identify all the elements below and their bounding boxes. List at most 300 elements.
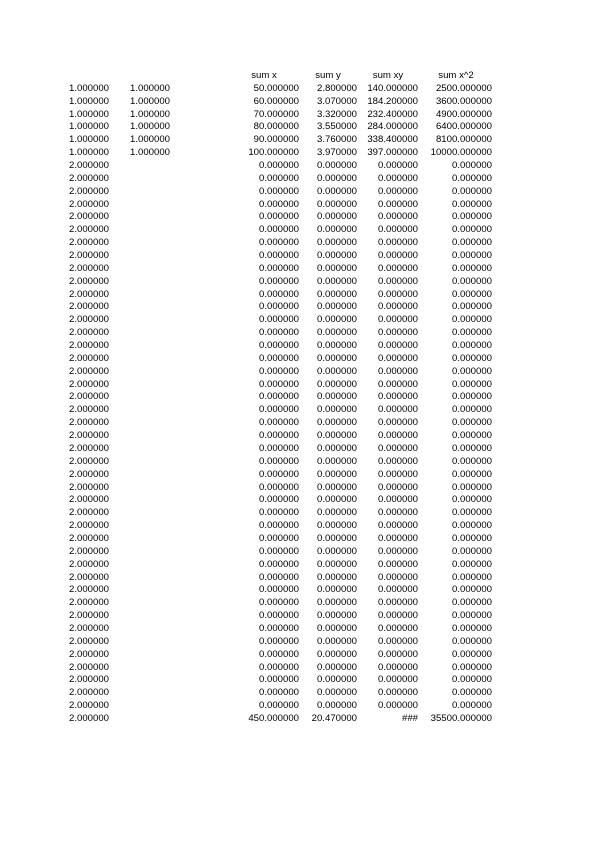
table-row <box>0 109 599 122</box>
cell-sum-x: 0.000000 <box>258 275 299 287</box>
cell-sum-xy: 0.000000 <box>377 481 418 493</box>
cell-col-a: 2.000000 <box>69 250 110 262</box>
cell-sum-x: 0.000000 <box>258 610 299 622</box>
cell-col-a: 2.000000 <box>69 301 110 313</box>
cell-sum-x: 0.000000 <box>258 468 299 480</box>
cell-sum-x2: 0.000000 <box>451 558 492 570</box>
cell-sum-y: 2.800000 <box>316 82 357 94</box>
table-row <box>0 237 599 250</box>
cell-col-b: 1.000000 <box>130 108 171 120</box>
cell-sum-x2: 0.000000 <box>451 545 492 557</box>
cell-sum-xy: 0.000000 <box>377 327 418 339</box>
table-row <box>0 713 599 726</box>
cell-col-b: 1.000000 <box>130 95 171 107</box>
table-row <box>0 649 599 662</box>
cell-sum-x2: 0.000000 <box>451 224 492 236</box>
cell-col-a: 2.000000 <box>69 520 110 532</box>
cell-sum-x2: 10000.000000 <box>430 147 492 159</box>
cell-sum-x2: 35500.000000 <box>430 712 492 724</box>
cell-col-a: 2.000000 <box>69 532 110 544</box>
cell-col-a: 1.000000 <box>69 95 110 107</box>
cell-sum-x2: 4900.000000 <box>435 108 492 120</box>
cell-sum-y: 3.320000 <box>316 108 357 120</box>
cell-sum-x: 0.000000 <box>258 494 299 506</box>
cell-sum-y: 0.000000 <box>316 584 357 596</box>
cell-col-a: 2.000000 <box>69 198 110 210</box>
cell-col-a: 2.000000 <box>69 185 110 197</box>
cell-sum-x: 50.000000 <box>253 82 299 94</box>
cell-sum-xy: 0.000000 <box>377 545 418 557</box>
cell-sum-y: 0.000000 <box>316 674 357 686</box>
cell-sum-y: 0.000000 <box>316 532 357 544</box>
cell-sum-x2: 0.000000 <box>451 301 492 313</box>
cell-sum-x: 0.000000 <box>258 301 299 313</box>
cell-sum-y: 0.000000 <box>316 391 357 403</box>
cell-sum-y: 0.000000 <box>316 237 357 249</box>
cell-sum-y: 0.000000 <box>316 417 357 429</box>
cell-sum-y: 0.000000 <box>316 288 357 300</box>
cell-col-a: 2.000000 <box>69 288 110 300</box>
table-row <box>0 186 599 199</box>
cell-sum-x: 90.000000 <box>253 134 299 146</box>
cell-sum-y: 0.000000 <box>316 481 357 493</box>
cell-sum-x2: 8100.000000 <box>435 134 492 146</box>
cell-sum-y: 0.000000 <box>316 648 357 660</box>
cell-col-b: 1.000000 <box>130 82 171 94</box>
cell-sum-xy: 0.000000 <box>377 597 418 609</box>
cell-sum-x2: 0.000000 <box>451 160 492 172</box>
cell-col-a: 2.000000 <box>69 571 110 583</box>
cell-col-a: 2.000000 <box>69 417 110 429</box>
cell-sum-xy: 0.000000 <box>377 340 418 352</box>
cell-sum-x2: 0.000000 <box>451 288 492 300</box>
cell-sum-xy: 0.000000 <box>377 700 418 712</box>
cell-sum-x: 0.000000 <box>258 327 299 339</box>
cell-col-a: 2.000000 <box>69 635 110 647</box>
table-row <box>0 443 599 456</box>
cell-col-a: 2.000000 <box>69 430 110 442</box>
table-row <box>0 263 599 276</box>
cell-sum-y: 0.000000 <box>316 211 357 223</box>
cell-sum-xy: 0.000000 <box>377 455 418 467</box>
cell-sum-x: 0.000000 <box>258 288 299 300</box>
table-row <box>0 160 599 173</box>
cell-sum-y: 0.000000 <box>316 610 357 622</box>
cell-sum-y: 0.000000 <box>316 494 357 506</box>
cell-sum-x2: 0.000000 <box>451 417 492 429</box>
cell-col-a: 1.000000 <box>69 108 110 120</box>
cell-sum-x2: 0.000000 <box>451 610 492 622</box>
cell-sum-x: 100.000000 <box>248 147 299 159</box>
header-sum-x2: sum x^2 <box>438 70 474 81</box>
header-sum-y: sum y <box>315 70 341 81</box>
table-row <box>0 572 599 585</box>
cell-col-a: 1.000000 <box>69 134 110 146</box>
cell-sum-y: 0.000000 <box>316 520 357 532</box>
header-row <box>0 70 599 83</box>
cell-sum-xy: 0.000000 <box>377 224 418 236</box>
table-row <box>0 96 599 109</box>
cell-sum-xy: ### <box>401 712 418 724</box>
table-row <box>0 353 599 366</box>
table-row <box>0 494 599 507</box>
cell-sum-x: 0.000000 <box>258 545 299 557</box>
cell-sum-y: 3.550000 <box>316 121 357 133</box>
cell-sum-xy: 0.000000 <box>377 237 418 249</box>
cell-sum-x: 0.000000 <box>258 262 299 274</box>
cell-sum-x2: 0.000000 <box>451 378 492 390</box>
cell-sum-y: 0.000000 <box>316 468 357 480</box>
cell-sum-x: 0.000000 <box>258 352 299 364</box>
cell-col-a: 2.000000 <box>69 314 110 326</box>
cell-sum-x2: 0.000000 <box>451 365 492 377</box>
cell-sum-xy: 0.000000 <box>377 160 418 172</box>
cell-sum-x: 0.000000 <box>258 340 299 352</box>
cell-sum-xy: 0.000000 <box>377 622 418 634</box>
cell-sum-xy: 0.000000 <box>377 417 418 429</box>
cell-sum-y: 20.470000 <box>311 712 357 724</box>
table-row <box>0 121 599 134</box>
cell-sum-x2: 3600.000000 <box>435 95 492 107</box>
cell-sum-x: 0.000000 <box>258 160 299 172</box>
cell-sum-x: 0.000000 <box>258 622 299 634</box>
cell-sum-x: 0.000000 <box>258 417 299 429</box>
cell-sum-x2: 0.000000 <box>451 250 492 262</box>
cell-sum-x: 80.000000 <box>253 121 299 133</box>
cell-sum-x: 0.000000 <box>258 558 299 570</box>
cell-sum-x: 0.000000 <box>258 507 299 519</box>
cell-sum-y: 0.000000 <box>316 507 357 519</box>
table-row <box>0 301 599 314</box>
table-row <box>0 391 599 404</box>
cell-sum-y: 0.000000 <box>316 160 357 172</box>
cell-sum-x2: 0.000000 <box>451 455 492 467</box>
table-row <box>0 173 599 186</box>
cell-sum-x: 0.000000 <box>258 172 299 184</box>
cell-sum-xy: 0.000000 <box>377 301 418 313</box>
cell-sum-x2: 0.000000 <box>451 442 492 454</box>
table-row <box>0 610 599 623</box>
cell-sum-x: 0.000000 <box>258 198 299 210</box>
cell-sum-xy: 0.000000 <box>377 610 418 622</box>
cell-sum-y: 0.000000 <box>316 635 357 647</box>
cell-sum-x2: 0.000000 <box>451 571 492 583</box>
cell-sum-x: 0.000000 <box>258 185 299 197</box>
cell-sum-x2: 0.000000 <box>451 404 492 416</box>
cell-col-a: 2.000000 <box>69 468 110 480</box>
table-row <box>0 417 599 430</box>
cell-sum-y: 0.000000 <box>316 545 357 557</box>
cell-col-a: 2.000000 <box>69 160 110 172</box>
table-row <box>0 674 599 687</box>
cell-sum-y: 0.000000 <box>316 661 357 673</box>
cell-sum-xy: 0.000000 <box>377 571 418 583</box>
cell-sum-xy: 0.000000 <box>377 430 418 442</box>
cell-sum-x: 0.000000 <box>258 404 299 416</box>
cell-sum-x: 0.000000 <box>258 520 299 532</box>
cell-sum-xy: 0.000000 <box>377 635 418 647</box>
table-row <box>0 623 599 636</box>
cell-sum-xy: 0.000000 <box>377 558 418 570</box>
cell-sum-xy: 184.200000 <box>367 95 418 107</box>
table-row <box>0 134 599 147</box>
table-row <box>0 340 599 353</box>
cell-sum-xy: 0.000000 <box>377 520 418 532</box>
cell-sum-x2: 0.000000 <box>451 262 492 274</box>
cell-col-a: 2.000000 <box>69 597 110 609</box>
cell-sum-x: 0.000000 <box>258 237 299 249</box>
cell-col-a: 1.000000 <box>69 121 110 133</box>
cell-sum-x: 0.000000 <box>258 571 299 583</box>
cell-sum-x2: 0.000000 <box>451 237 492 249</box>
cell-col-a: 2.000000 <box>69 378 110 390</box>
cell-sum-x: 0.000000 <box>258 481 299 493</box>
cell-col-a: 2.000000 <box>69 391 110 403</box>
table-row <box>0 224 599 237</box>
cell-sum-x2: 0.000000 <box>451 314 492 326</box>
cell-sum-y: 0.000000 <box>316 700 357 712</box>
table-row <box>0 700 599 713</box>
table-row <box>0 327 599 340</box>
cell-sum-y: 3.970000 <box>316 147 357 159</box>
cell-sum-x2: 0.000000 <box>451 532 492 544</box>
cell-col-a: 2.000000 <box>69 610 110 622</box>
cell-sum-xy: 0.000000 <box>377 211 418 223</box>
cell-col-a: 2.000000 <box>69 455 110 467</box>
cell-col-a: 2.000000 <box>69 442 110 454</box>
cell-sum-xy: 284.000000 <box>367 121 418 133</box>
header-sum-xy: sum xy <box>372 70 404 81</box>
cell-sum-x2: 0.000000 <box>451 674 492 686</box>
table-row <box>0 211 599 224</box>
cell-sum-xy: 0.000000 <box>377 661 418 673</box>
cell-sum-xy: 0.000000 <box>377 172 418 184</box>
cell-sum-x2: 0.000000 <box>451 507 492 519</box>
cell-sum-y: 0.000000 <box>316 571 357 583</box>
cell-sum-x2: 0.000000 <box>451 211 492 223</box>
cell-sum-x2: 0.000000 <box>451 661 492 673</box>
cell-sum-xy: 338.400000 <box>367 134 418 146</box>
cell-sum-y: 0.000000 <box>316 250 357 262</box>
cell-sum-y: 0.000000 <box>316 597 357 609</box>
cell-sum-x: 0.000000 <box>258 700 299 712</box>
cell-sum-xy: 0.000000 <box>377 391 418 403</box>
cell-sum-x2: 0.000000 <box>451 172 492 184</box>
cell-sum-xy: 0.000000 <box>377 275 418 287</box>
cell-col-a: 2.000000 <box>69 584 110 596</box>
table-row <box>0 520 599 533</box>
cell-sum-y: 0.000000 <box>316 430 357 442</box>
cell-col-a: 1.000000 <box>69 147 110 159</box>
table-row <box>0 199 599 212</box>
cell-col-a: 2.000000 <box>69 507 110 519</box>
cell-sum-y: 0.000000 <box>316 275 357 287</box>
table-row <box>0 147 599 160</box>
table-row <box>0 289 599 302</box>
cell-sum-y: 0.000000 <box>316 198 357 210</box>
cell-sum-xy: 0.000000 <box>377 507 418 519</box>
cell-sum-x: 0.000000 <box>258 648 299 660</box>
table-row <box>0 507 599 520</box>
cell-sum-x2: 0.000000 <box>451 494 492 506</box>
cell-col-a: 2.000000 <box>69 172 110 184</box>
cell-sum-xy: 0.000000 <box>377 532 418 544</box>
table-row <box>0 366 599 379</box>
cell-col-a: 2.000000 <box>69 237 110 249</box>
cell-col-a: 2.000000 <box>69 327 110 339</box>
cell-col-a: 2.000000 <box>69 224 110 236</box>
cell-sum-xy: 140.000000 <box>367 82 418 94</box>
cell-sum-x: 0.000000 <box>258 250 299 262</box>
cell-sum-y: 3.070000 <box>316 95 357 107</box>
table-row <box>0 314 599 327</box>
cell-sum-x2: 0.000000 <box>451 622 492 634</box>
cell-sum-x2: 0.000000 <box>451 520 492 532</box>
cell-col-a: 2.000000 <box>69 558 110 570</box>
cell-sum-y: 0.000000 <box>316 185 357 197</box>
cell-sum-xy: 0.000000 <box>377 674 418 686</box>
table-row <box>0 662 599 675</box>
cell-col-a: 2.000000 <box>69 404 110 416</box>
cell-sum-xy: 0.000000 <box>377 262 418 274</box>
cell-col-a: 2.000000 <box>69 712 110 724</box>
cell-col-a: 1.000000 <box>69 82 110 94</box>
cell-sum-x2: 0.000000 <box>451 687 492 699</box>
table-row <box>0 276 599 289</box>
cell-sum-xy: 0.000000 <box>377 198 418 210</box>
cell-sum-x: 0.000000 <box>258 211 299 223</box>
cell-sum-y: 0.000000 <box>316 455 357 467</box>
cell-sum-x2: 0.000000 <box>451 185 492 197</box>
cell-sum-x2: 0.000000 <box>451 391 492 403</box>
cell-col-a: 2.000000 <box>69 211 110 223</box>
cell-sum-x: 0.000000 <box>258 391 299 403</box>
cell-sum-xy: 0.000000 <box>377 352 418 364</box>
cell-sum-x: 70.000000 <box>253 108 299 120</box>
cell-sum-x: 0.000000 <box>258 314 299 326</box>
cell-sum-xy: 0.000000 <box>377 584 418 596</box>
cell-sum-y: 0.000000 <box>316 301 357 313</box>
cell-sum-xy: 0.000000 <box>377 404 418 416</box>
cell-sum-x2: 0.000000 <box>451 635 492 647</box>
cell-sum-x: 0.000000 <box>258 687 299 699</box>
cell-sum-xy: 0.000000 <box>377 250 418 262</box>
cell-col-a: 2.000000 <box>69 262 110 274</box>
cell-col-b: 1.000000 <box>130 134 171 146</box>
cell-sum-x2: 2500.000000 <box>435 82 492 94</box>
cell-sum-xy: 232.400000 <box>367 108 418 120</box>
cell-col-a: 2.000000 <box>69 365 110 377</box>
cell-sum-x: 0.000000 <box>258 442 299 454</box>
cell-sum-x: 0.000000 <box>258 365 299 377</box>
table-row <box>0 546 599 559</box>
header-sum-x: sum x <box>251 70 277 81</box>
cell-sum-xy: 0.000000 <box>377 314 418 326</box>
cell-sum-x2: 0.000000 <box>451 430 492 442</box>
cell-sum-x: 0.000000 <box>258 430 299 442</box>
cell-sum-x2: 0.000000 <box>451 700 492 712</box>
cell-sum-x2: 6400.000000 <box>435 121 492 133</box>
cell-sum-y: 0.000000 <box>316 224 357 236</box>
cell-col-a: 2.000000 <box>69 545 110 557</box>
cell-sum-xy: 0.000000 <box>377 378 418 390</box>
cell-sum-y: 0.000000 <box>316 340 357 352</box>
cell-sum-y: 0.000000 <box>316 622 357 634</box>
cell-sum-y: 3.760000 <box>316 134 357 146</box>
table-row <box>0 584 599 597</box>
cell-sum-x: 60.000000 <box>253 95 299 107</box>
cell-sum-x: 450.000000 <box>248 712 299 724</box>
cell-sum-x2: 0.000000 <box>451 648 492 660</box>
spreadsheet <box>0 70 599 726</box>
cell-col-a: 2.000000 <box>69 674 110 686</box>
cell-sum-x2: 0.000000 <box>451 327 492 339</box>
cell-sum-y: 0.000000 <box>316 558 357 570</box>
cell-col-a: 2.000000 <box>69 275 110 287</box>
cell-sum-x2: 0.000000 <box>451 481 492 493</box>
cell-sum-x2: 0.000000 <box>451 275 492 287</box>
cell-sum-y: 0.000000 <box>316 314 357 326</box>
cell-col-a: 2.000000 <box>69 340 110 352</box>
cell-sum-xy: 0.000000 <box>377 648 418 660</box>
cell-sum-xy: 0.000000 <box>377 687 418 699</box>
cell-sum-x2: 0.000000 <box>451 584 492 596</box>
cell-sum-x: 0.000000 <box>258 661 299 673</box>
cell-sum-x: 0.000000 <box>258 674 299 686</box>
cell-sum-x: 0.000000 <box>258 584 299 596</box>
table-row <box>0 533 599 546</box>
cell-col-a: 2.000000 <box>69 687 110 699</box>
table-row <box>0 687 599 700</box>
cell-sum-xy: 0.000000 <box>377 288 418 300</box>
cell-sum-y: 0.000000 <box>316 442 357 454</box>
cell-sum-x: 0.000000 <box>258 532 299 544</box>
cell-col-b: 1.000000 <box>130 147 171 159</box>
cell-sum-x: 0.000000 <box>258 224 299 236</box>
cell-col-b: 1.000000 <box>130 121 171 133</box>
table-row <box>0 379 599 392</box>
cell-sum-x: 0.000000 <box>258 455 299 467</box>
cell-sum-x2: 0.000000 <box>451 198 492 210</box>
table-row <box>0 559 599 572</box>
cell-sum-xy: 397.000000 <box>367 147 418 159</box>
cell-sum-x2: 0.000000 <box>451 468 492 480</box>
table-row <box>0 250 599 263</box>
cell-sum-y: 0.000000 <box>316 687 357 699</box>
table-row <box>0 404 599 417</box>
cell-col-a: 2.000000 <box>69 481 110 493</box>
cell-sum-x: 0.000000 <box>258 597 299 609</box>
cell-sum-xy: 0.000000 <box>377 365 418 377</box>
cell-sum-xy: 0.000000 <box>377 494 418 506</box>
cell-col-a: 2.000000 <box>69 700 110 712</box>
cell-sum-xy: 0.000000 <box>377 442 418 454</box>
cell-col-a: 2.000000 <box>69 648 110 660</box>
cell-sum-x2: 0.000000 <box>451 597 492 609</box>
table-row <box>0 469 599 482</box>
cell-sum-y: 0.000000 <box>316 378 357 390</box>
cell-col-a: 2.000000 <box>69 661 110 673</box>
table-row <box>0 482 599 495</box>
cell-sum-x: 0.000000 <box>258 378 299 390</box>
cell-col-a: 2.000000 <box>69 352 110 364</box>
cell-sum-y: 0.000000 <box>316 262 357 274</box>
cell-col-a: 2.000000 <box>69 494 110 506</box>
table-row <box>0 430 599 443</box>
cell-sum-x2: 0.000000 <box>451 352 492 364</box>
cell-sum-y: 0.000000 <box>316 172 357 184</box>
cell-sum-y: 0.000000 <box>316 404 357 416</box>
